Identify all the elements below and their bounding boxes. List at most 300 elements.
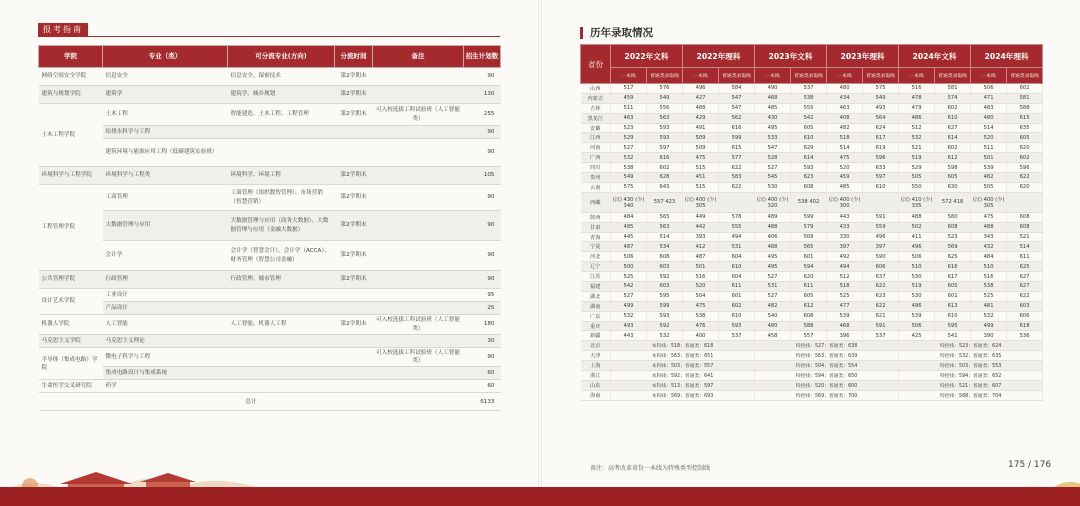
score-cell: 495 [755,262,791,272]
plan-split-major [228,289,335,302]
score-cell: 579 [791,222,827,232]
plan-split-major: 大数据管理与应用（商务大数据）、大数据管理与应用（金融大数据） [228,211,335,241]
score-cell: 623 [863,291,899,301]
score-row [581,222,1043,232]
score-cell: 557 423 [647,192,683,212]
score-cell: 520 [827,163,863,173]
score-cell: 411 [899,232,935,242]
score-cell: 539 [971,163,1007,173]
score-cell: 516 [683,272,719,282]
section-tag: 报考指南 [38,23,88,36]
score-cell: 562 [719,113,755,123]
plan-split-time [335,139,373,167]
plan-remark [373,185,464,211]
province-name: 浙江 [581,371,611,381]
score-cell: 578 [719,212,755,222]
plan-split-time: 第2学期末 [335,211,373,241]
score-cell: 487 [683,252,719,262]
score-row [581,262,1043,272]
score-cell: 625 [935,252,971,262]
score-cell: 539 [827,311,863,321]
reform-score-cell: 本科线：503；普通类：557 [611,361,755,371]
score-cell: 601 [719,291,755,301]
plan-quota: 90 [464,211,501,241]
score-cell: 511 [611,103,647,113]
score-cell: 485 [827,182,863,192]
score-cell: 484 [611,212,647,222]
score-cell: 479 [899,103,935,113]
score-cell: 581 [1007,93,1043,103]
score-cell: 627 [1007,272,1043,282]
score-cell: 488 [683,103,719,113]
score-cell: 480 [827,84,863,94]
plan-table-row [39,185,501,211]
sub-header-regular-line: 普通类录取线 [791,68,827,84]
score-cell: 514 [971,123,1007,133]
province-name: 宁夏 [581,242,611,252]
plan-split-time [335,367,373,380]
sub-header-regular-line: 普通类录取线 [935,68,971,84]
score-cell: 608 [1007,222,1043,232]
score-cell: 486 [899,113,935,123]
reform-score-cell: 特控线：520；普通类：600 [755,380,899,390]
score-cell: 635 [1007,123,1043,133]
reform-province-row [581,351,1043,361]
score-cell: 628 [647,173,683,183]
sub-header-first-tier: 一本线 [971,68,1007,84]
year-header: 2022年理科 [683,45,755,68]
score-cell: 495 [755,252,791,262]
score-cell: 518 [827,133,863,143]
score-cell: 549 [647,93,683,103]
plan-remark: 可入校选拔工科试验班（人工智能类） [373,315,464,335]
score-cell: 480 [755,321,791,331]
reform-score-cell: 本科线：518；普通类：618 [611,341,755,351]
score-cell: 593 [647,311,683,321]
sub-header-regular-line: 普通类录取线 [719,68,755,84]
score-cell: 604 [719,272,755,282]
score-cell: 434 [827,93,863,103]
score-cell: 489 [755,212,791,222]
score-cell: 505 [971,182,1007,192]
reform-score-cell: 本科线：563；普通类：651 [611,351,755,361]
score-cell: 482 [827,123,863,133]
score-cell: 530 [755,182,791,192]
sub-header-regular-line: 普通类录取线 [647,68,683,84]
score-cell: 538 [791,93,827,103]
province-name: 新疆 [581,331,611,341]
plan-quota: 95 [464,289,501,302]
plan-major: 工业设计 [103,289,228,302]
score-cell: 515 [683,182,719,192]
province-name: 黑龙江 [581,113,611,123]
plan-quota: 105 [464,167,501,185]
plan-major: 土木工程 [103,104,228,126]
score-cell: 475 [827,153,863,163]
plan-split-major: 会计学（智慧会计）、会计学（ACCA）、财务管理（智慧公司金融） [228,241,335,271]
plan-major: 工商管理 [103,185,228,211]
score-cell: 534 [647,242,683,252]
plan-remark: 可入校选拔工科试验班（人工智能类） [373,348,464,367]
score-cell: 494 [827,262,863,272]
plan-college: 机器人学院 [39,315,103,335]
plan-table-row [39,211,501,241]
score-cell: 532 [611,311,647,321]
score-cell: 468 [827,321,863,331]
score-cell: 555 [719,222,755,232]
score-cell: 400 [683,331,719,341]
plan-college: 网络空间安全学院 [39,68,103,86]
score-cell: 608 [791,311,827,321]
plan-remark [373,139,464,167]
reform-score-cell: 特控线：503；普通类：553 [899,361,1043,371]
score-cell: 557 [791,331,827,341]
score-cell: 575 [611,182,647,192]
plan-major: 建筑环境与能源应用工程（低碳建筑实验班） [103,139,228,167]
plan-split-major: 环境科学、环境工程 [228,167,335,185]
score-row [581,291,1043,301]
plan-quota: 90 [464,241,501,271]
plan-split-major: 信息安全、保密技术 [228,68,335,86]
reform-score-cell: 本科线：513；普通类：597 [611,380,755,390]
score-cell: 611 [719,282,755,292]
plan-remark [373,380,464,393]
province-name: 重庆 [581,321,611,331]
score-cell: 603 [647,282,683,292]
province-name: 广西 [581,153,611,163]
plan-split-major [228,302,335,315]
plan-split-major [228,335,335,348]
score-cell: 574 [935,93,971,103]
score-cell: 468 [755,93,791,103]
score-cell: 483 [971,103,1007,113]
score-cell: 493 [611,321,647,331]
score-cell: 610 [935,311,971,321]
score-cell: 601 [935,291,971,301]
score-cell: 525 [827,291,863,301]
plan-quota: 90 [464,348,501,367]
plan-table-row [39,167,501,185]
score-cell: 572 418 [935,192,971,212]
score-cell: 610 [863,182,899,192]
sub-header-first-tier: 一本线 [683,68,719,84]
plan-split-major [228,139,335,167]
plan-split-major [228,348,335,367]
score-cell: 593 [791,163,827,173]
score-cell: 622 [863,301,899,311]
score-cell: 518 [827,282,863,292]
score-cell: 509 [683,143,719,153]
score-cell: 408 [827,113,863,123]
plan-quota: 60 [464,380,501,393]
province-name: 陕西 [581,212,611,222]
score-cell: (汉) 400 (少) 320 [755,192,791,212]
enrollment-plan-table [38,45,501,411]
score-cell: 621 [863,311,899,321]
score-header-lines [581,68,1043,84]
score-cell: 595 [935,321,971,331]
plan-remark: 可入校选拔工科试验班（人工智能类） [373,104,464,126]
plan-split-time: 第2学期末 [335,271,373,289]
score-row [581,173,1043,183]
footer-band [0,487,1080,506]
score-row [581,321,1043,331]
score-cell: 519 [899,153,935,163]
plan-major: 产品设计 [103,302,228,315]
score-cell: 633 [863,163,899,173]
plan-quota: 130 [464,86,501,104]
score-row [581,242,1043,252]
score-cell: 390 [971,331,1007,341]
score-cell: 458 [755,331,791,341]
score-cell: 475 [683,153,719,163]
score-cell: 537 [791,84,827,94]
score-cell: 602 [647,163,683,173]
plan-table-row [39,271,501,289]
score-cell: 616 [719,123,755,133]
year-header: 2023年文科 [755,45,827,68]
plan-college: 马克思主义学院 [39,335,103,348]
score-cell: 485 [611,222,647,232]
score-row [581,84,1043,94]
score-cell: 412 [683,242,719,252]
reform-score-cell: 特控线：594；普通类：652 [899,371,1043,381]
score-cell: 527 [611,143,647,153]
plan-remark [373,271,464,289]
score-cell: 605 [935,282,971,292]
plan-table-row [39,241,501,271]
score-cell: 547 [719,103,755,113]
plan-split-time: 第2学期末 [335,167,373,185]
plan-remark [373,367,464,380]
score-cell: 495 [755,123,791,133]
plan-table-row [39,335,501,348]
score-cell: 598 [935,163,971,173]
score-cell: 433 [827,222,863,232]
score-cell: 538 [611,163,647,173]
sub-header-first-tier: 一本线 [611,68,647,84]
score-cell: 625 [1007,262,1043,272]
score-cell: 643 [647,182,683,192]
score-cell: 430 [755,113,791,123]
score-cell: 622 [863,282,899,292]
score-cell: 476 [683,321,719,331]
score-cell: 397 [863,242,899,252]
score-cell: 490 [755,84,791,94]
score-cell: 594 [791,262,827,272]
score-cell: 608 [647,252,683,262]
plan-remark [373,241,464,271]
score-cell: 481 [971,301,1007,311]
score-cell: 603 [647,262,683,272]
score-cell: 485 [755,103,791,113]
reform-province-row [581,361,1043,371]
score-cell: 605 [791,123,827,133]
score-cell: 622 [719,182,755,192]
score-cell: 617 [935,272,971,282]
plan-major: 行政管理 [103,271,228,289]
score-cell: 523 [935,232,971,242]
score-cell: 630 [935,182,971,192]
score-cell: 542 [791,113,827,123]
score-cell: 532 [899,133,935,143]
plan-header-cell: 备注 [373,46,464,68]
score-cell: 502 [899,222,935,232]
plan-split-time [335,289,373,302]
score-cell: 577 [719,153,755,163]
score-cell: 521 [899,143,935,153]
sub-header-first-tier: 一本线 [755,68,791,84]
plan-remark [373,302,464,315]
year-header: 2024年文科 [899,45,971,68]
score-cell: 593 [719,321,755,331]
score-cell: 492 [827,252,863,262]
plan-quota: 90 [464,126,501,139]
score-cell: 484 [971,252,1007,262]
score-cell: 565 [791,242,827,252]
score-cell: 475 [971,212,1007,222]
plan-header-cell: 专业（类） [103,46,228,68]
score-cell: 530 [899,291,935,301]
plan-remark [373,68,464,86]
plan-split-time [335,380,373,393]
score-cell: 591 [863,321,899,331]
score-cell: 542 [611,282,647,292]
province-name: 辽宁 [581,262,611,272]
score-cell: 596 [1007,163,1043,173]
plan-table-row [39,380,501,393]
plan-split-time [335,302,373,315]
plan-remark [373,86,464,104]
plan-major: 会计学 [103,241,228,271]
score-cell: 627 [935,123,971,133]
score-cell [863,192,899,212]
reform-score-cell: 特控线：563；普通类：639 [755,351,899,361]
score-cell: 610 [719,311,755,321]
score-cell: 511 [971,143,1007,153]
score-cell: 477 [827,301,863,311]
plan-total-row [39,393,501,411]
reform-score-cell: 特控线：568；普通类：704 [899,390,1043,400]
score-cell: 425 [899,331,935,341]
score-row [581,212,1043,222]
score-cell: 606 [863,262,899,272]
score-cell: 602 [935,103,971,113]
plan-quota: 60 [464,367,501,380]
plan-table-row [39,289,501,302]
score-cell: 509 [683,133,719,143]
plan-college: 设计艺术学院 [39,289,103,315]
score-cell: 590 [863,252,899,262]
score-cell: 539 [899,311,935,321]
score-cell: 599 [647,301,683,311]
score-cell: 615 [1007,113,1043,123]
plan-major: 大数据管理与应用 [103,211,228,241]
score-cell: 514 [827,143,863,153]
score-row [581,123,1043,133]
score-cell: 520 [683,282,719,292]
plan-college: 工程管理学院 [39,185,103,271]
score-cell: 593 [647,133,683,143]
score-cell: 510 [899,262,935,272]
plan-quota: 90 [464,139,501,167]
plan-split-major [228,126,335,139]
reform-score-cell: 特控线：569；普通类：700 [755,390,899,400]
plan-quota: 90 [464,271,501,289]
score-cell: 514 [1007,242,1043,252]
score-cell: 617 [863,133,899,143]
score-cell: 396 [827,331,863,341]
plan-remark [373,167,464,185]
province-name: 山东 [581,380,611,390]
plan-quota: 30 [464,335,501,348]
score-row [581,113,1043,123]
plan-split-time: 第2学期末 [335,86,373,104]
score-cell: (汉) 430 (少) 340 [611,192,647,212]
score-cell: 565 [647,212,683,222]
province-name: 广东 [581,311,611,321]
reform-score-cell: 特控线：527；普通类：638 [755,341,899,351]
plan-split-time: 第2学期末 [335,104,373,126]
score-cell: 506 [971,84,1007,94]
plan-major: 环境科学与工程类 [103,167,228,185]
score-cell: 500 [611,262,647,272]
score-cell: 605 [935,173,971,183]
plan-header-cell: 学院 [39,46,103,68]
score-cell: 520 [971,133,1007,143]
plan-table-header [39,46,501,68]
reform-score-cell: 特控线：523；普通类：624 [899,341,1043,351]
plan-split-time: 第2学期末 [335,241,373,271]
score-cell: 563 [647,113,683,123]
admission-history-title: 历年录取情况 [580,27,653,39]
score-cell: 620 [1007,182,1043,192]
plan-split-major [228,380,335,393]
score-cell: 487 [611,242,647,252]
score-cell: 406 [755,232,791,242]
score-cell: 523 [611,123,647,133]
score-cell: 475 [683,301,719,311]
score-cell: 615 [719,143,755,153]
score-cell: 459 [611,93,647,103]
score-cell: 620 [1007,143,1043,153]
score-cell: 330 [827,232,863,242]
score-cell: 536 [1007,331,1043,341]
score-cell: 505 [899,173,935,183]
score-cell: 580 [935,212,971,222]
plan-quota: 180 [464,315,501,335]
plan-total-label: 总计 [39,393,464,411]
plan-split-time: 第2学期末 [335,185,373,211]
score-cell: 599 [791,212,827,222]
footnote: 备注：高考改革省份一本线为特殊类型控制线 [590,465,711,472]
score-cell: 537 [719,331,755,341]
province-name: 青海 [581,232,611,242]
score-cell: 597 [863,173,899,183]
plan-major: 集成电路设计与集成系统 [103,367,228,380]
plan-remark [373,211,464,241]
score-cell: 602 [719,301,755,311]
plan-major: 给排水科学与工程 [103,126,228,139]
score-cell: 471 [971,93,1007,103]
reform-province-row [581,371,1043,381]
score-cell: 549 [863,93,899,103]
score-cell: 622 [719,163,755,173]
plan-major: 药学 [103,380,228,393]
score-cell: 619 [863,143,899,153]
score-cell: 393 [683,232,719,242]
score-cell: 538 [971,282,1007,292]
